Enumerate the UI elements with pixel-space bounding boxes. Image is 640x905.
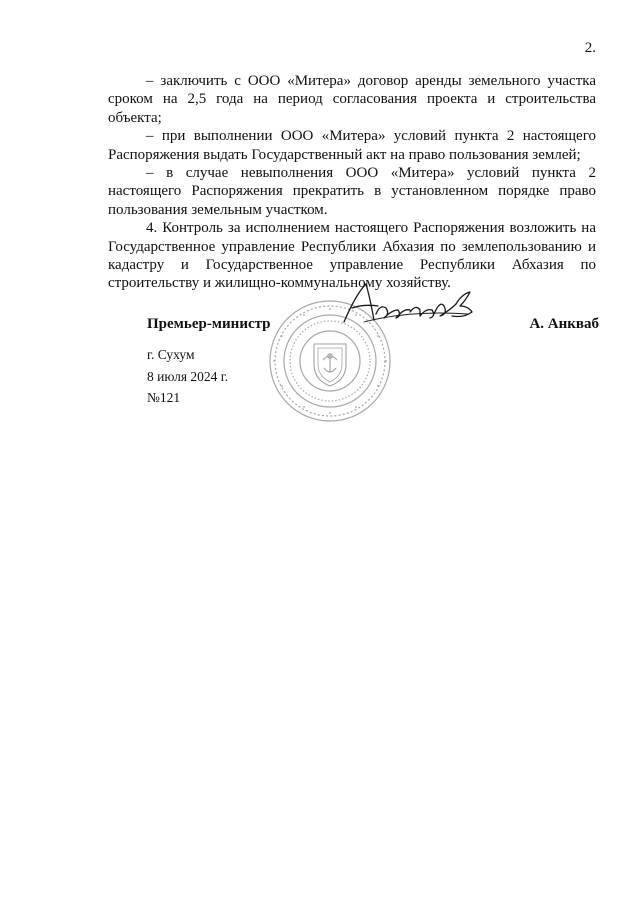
body-paragraph: 4. Контроль за исполнением настоящего Распоряжения возложить на Государственное управление Республики Абхазия по землепользованию и кадастру и Государственное управление Республики Абхазия по строительству и жилищно-коммунальному хозяйству. (108, 220, 596, 292)
body-paragraph: – в случае невыполнения ООО «Митера» условий пункта 2 настоящего Распоряжения прекратить в установленном порядке право пользования земельным участком. (108, 165, 596, 218)
signatory-name: А. Анкваб (529, 316, 599, 332)
body-paragraph: – заключить с ООО «Митера» договор аренды земельного участка сроком на 2,5 года на период согласования проекта и строительства объекта; (108, 73, 596, 126)
issue-date: 8 июля 2024 г. (147, 369, 229, 384)
page-number: 2. (584, 40, 596, 56)
coat-of-arms-icon (314, 344, 346, 386)
handwritten-signature (340, 280, 480, 328)
document-body (108, 72, 596, 293)
issue-place: г. Сухум (147, 347, 195, 362)
body-paragraph: – при выполнении ООО «Митера» условий пункта 2 настоящего Распоряжения выдать Государственный акт на право пользования землей; (108, 128, 596, 163)
document-number: №121 (147, 390, 181, 405)
signatory-title: Премьер-министр (147, 316, 271, 332)
